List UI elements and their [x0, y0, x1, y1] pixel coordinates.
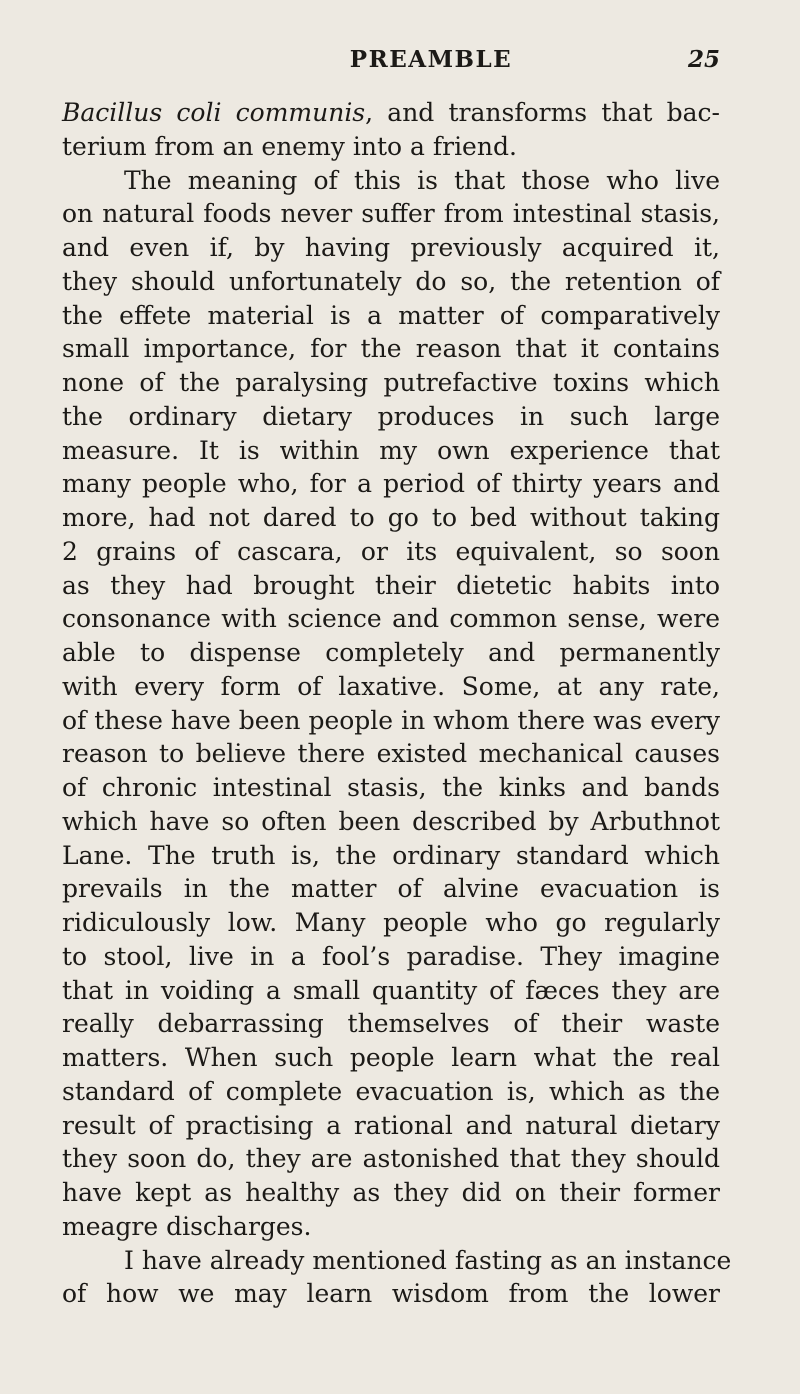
text-line: 2 grains of cascara, or its equivalent, so soon [62, 536, 720, 566]
text-line: and even if, by having previously acquired it, [62, 233, 720, 262]
text-line: many people who, for a period of thirty years and [62, 469, 720, 499]
text-line: which have so often been described by Arbuthnot [62, 806, 720, 836]
text-line: the effete material is a matter of comparatively [62, 300, 720, 330]
body-text [62, 96, 732, 1311]
page-header [142, 46, 720, 86]
text-line: with every form of laxative. Some, at any rate, [62, 671, 720, 701]
text-line: they soon do, they are astonished that they should [62, 1144, 720, 1174]
text-line: really debarrassing themselves of their waste [62, 1009, 720, 1039]
running-head: PREAMBLE [349, 46, 513, 73]
text-run: , and transforms that bac- [365, 98, 720, 127]
text-line: more, had not dared to go to bed without taking [62, 503, 720, 532]
text-line: of these have been people in whom there was every [62, 705, 720, 735]
text-line: to stool, live in a fool’s paradise. They imagine [62, 941, 720, 971]
italic-term: Bacillus coli communis [62, 98, 366, 127]
text-line: result of practising a rational and natural dietary [62, 1110, 720, 1140]
text-line: able to dispense completely and permanently [62, 638, 720, 667]
text-line: reason to believe there existed mechanical causes [62, 739, 720, 769]
text-line: The meaning of this is that those who live [124, 165, 720, 195]
text-line: ridiculously low. Many people who go regularly [62, 908, 720, 937]
text-line: as they had brought their dietetic habits into [62, 570, 720, 600]
text-line: meagre discharges. [62, 1211, 312, 1241]
text-line: that in voiding a small quantity of fæces they are [62, 975, 720, 1005]
text-line: they should unfortunately do so, the retention of [62, 266, 720, 296]
text-line: I have already mentioned fasting as an instance [124, 1245, 732, 1275]
text-line: prevails in the matter of alvine evacuation is [62, 874, 720, 904]
text-line: none of the paralysing putrefactive toxins which [62, 368, 720, 397]
text-line [62, 96, 720, 130]
text-line: have kept as healthy as they did on their former [62, 1178, 720, 1207]
text-line: terium from an enemy into a friend. [62, 131, 517, 161]
text-line: Lane. The truth is, the ordinary standard which [62, 840, 720, 870]
text-line: consonance with science and common sense, were [62, 604, 720, 634]
text-line: standard of complete evacuation is, which as the [62, 1076, 720, 1106]
text-line: measure. It is within my own experience that [62, 435, 720, 465]
text-line: the ordinary dietary produces in such large [62, 401, 720, 431]
text-line: of how we may learn wisdom from the lower [62, 1279, 720, 1309]
text-line: of chronic intestinal stasis, the kinks and bands [62, 773, 720, 802]
text-line: on natural foods never suffer from intestinal stasis, [62, 199, 720, 229]
text-line: small importance, for the reason that it contains [62, 334, 720, 364]
page-number: 25 [687, 46, 720, 73]
text-line: matters. When such people learn what the real [62, 1043, 720, 1072]
